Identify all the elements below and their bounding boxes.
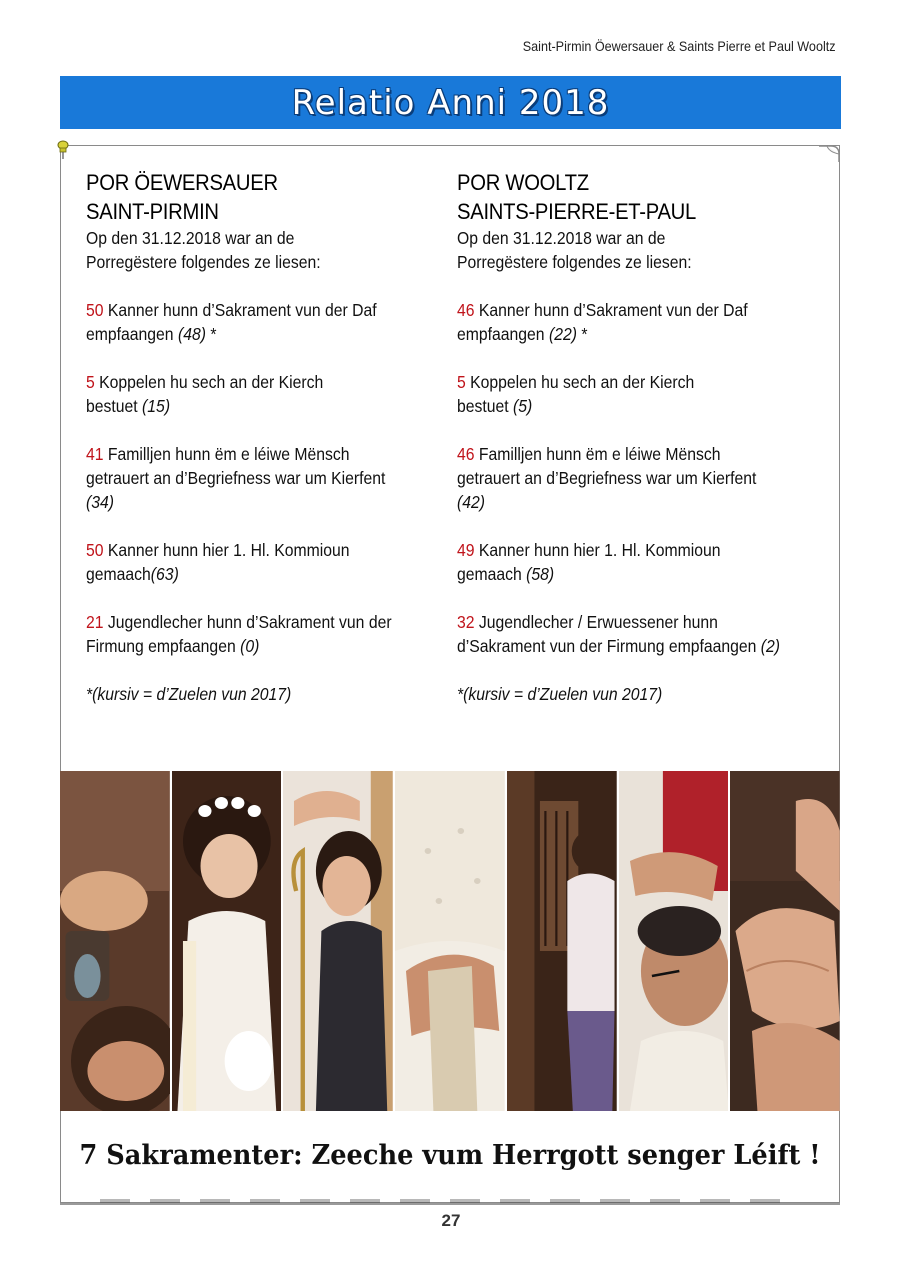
intro-line: Porregëstere folgendes ze liesen: <box>86 252 321 272</box>
stat-confirmation <box>457 610 826 658</box>
stat-asterisk: * <box>576 324 588 344</box>
stat-previous: (22) <box>548 324 577 344</box>
stat-funeral <box>86 442 455 514</box>
stat-text: Kanner hunn d’Sakrament vun der Daf <box>103 300 377 320</box>
intro-line: Porregëstere folgendes ze liesen: <box>457 252 692 272</box>
stat-text: getrauert an d’Begriefness war um Kierfent <box>457 468 757 488</box>
stat-text: empfaangen <box>86 324 178 344</box>
page-number: 27 <box>441 1211 461 1230</box>
footnote: *(kursiv = d’Zuelen vun 2017) <box>457 684 663 704</box>
stat-communion <box>86 538 455 586</box>
column-oewersauer <box>86 168 446 706</box>
stat-funeral <box>457 442 826 514</box>
stat-text: Jugendlecher hunn d’Sakrament vun der <box>103 612 392 632</box>
column-subheading: SAINTS-PIERRE-ET-PAUL <box>457 199 697 224</box>
stat-text: bestuet <box>86 396 143 416</box>
thumbtack-icon <box>56 140 70 160</box>
stat-text: Koppelen hu sech an der Kierch <box>465 372 695 392</box>
stat-text: Jugendlecher / Erwuessener hunn <box>474 612 718 632</box>
sacraments-photo-strip <box>60 771 840 1111</box>
stat-number: 5 <box>86 372 95 392</box>
footnote: *(kursiv = d’Zuelen vun 2017) <box>86 684 292 704</box>
stat-text: gemaach <box>457 564 527 584</box>
stat-previous: (2) <box>760 636 781 656</box>
stat-marriage <box>457 370 826 418</box>
photo-communion <box>172 771 282 1111</box>
stat-baptism <box>86 298 455 346</box>
stat-text: getrauert an d’Begriefness war um Kierfent <box>86 468 386 488</box>
stat-number: 41 <box>86 444 104 464</box>
running-header: Saint-Pirmin Öewersauer & Saints Pierre et Paul Wooltz <box>523 38 836 54</box>
page-curl-icon <box>819 144 839 162</box>
stat-text: bestuet <box>457 396 514 416</box>
stat-number: 46 <box>457 300 475 320</box>
stat-text: Kanner hunn hier 1. Hl. Kommioun <box>103 540 350 560</box>
stat-number: 50 <box>86 540 104 560</box>
intro-text <box>86 226 455 274</box>
stat-previous: (5) <box>513 396 533 416</box>
stat-text: Kanner hunn d’Sakrament vun der Daf <box>474 300 748 320</box>
stat-previous: (42) <box>457 492 486 512</box>
stat-text: Firmung empfaangen <box>86 636 241 656</box>
photo-baptism <box>60 771 170 1111</box>
stat-text: Kanner hunn hier 1. Hl. Kommioun <box>474 540 721 560</box>
stat-baptism <box>457 298 826 346</box>
stat-marriage <box>86 370 455 418</box>
column-heading: POR ÖEWERSAUER <box>86 170 278 195</box>
stat-text: Familljen hunn ëm e léiwe Mënsch <box>474 444 721 464</box>
stat-number: 32 <box>457 612 475 632</box>
stat-number: 49 <box>457 540 475 560</box>
intro-line: Op den 31.12.2018 war an de <box>457 228 666 248</box>
stat-text: Familljen hunn ëm e léiwe Mënsch <box>103 444 350 464</box>
stat-text: d’Sakrament vun der Firmung empfaangen <box>457 636 761 656</box>
stat-number: 50 <box>86 300 104 320</box>
column-heading: POR WOOLTZ <box>457 170 589 195</box>
stat-asterisk: * <box>205 324 217 344</box>
photo-matrimony <box>395 771 505 1111</box>
photo-confirmation <box>283 771 393 1111</box>
stat-confirmation <box>86 610 455 658</box>
title-banner <box>60 76 841 129</box>
intro-line: Op den 31.12.2018 war an de <box>86 228 295 248</box>
stat-text: empfaangen <box>457 324 549 344</box>
stat-previous: (0) <box>240 636 260 656</box>
page-title: Relatio Anni 2018 <box>291 82 610 123</box>
photo-holy-orders <box>619 771 729 1111</box>
bottom-rule <box>60 1203 840 1205</box>
stat-communion <box>457 538 826 586</box>
stat-number: 5 <box>457 372 466 392</box>
photo-penance <box>507 771 617 1111</box>
stat-text: gemaach <box>86 564 151 584</box>
stat-number: 21 <box>86 612 104 632</box>
stat-previous: (48) <box>177 324 206 344</box>
stat-previous: (34) <box>86 492 115 512</box>
column-subheading: SAINT-PIRMIN <box>86 199 219 224</box>
stat-number: 46 <box>457 444 475 464</box>
column-wooltz <box>457 168 817 706</box>
slogan: 7 Sakramenter: Zeeche vum Herrgott senger Léift ! <box>79 1140 821 1171</box>
stat-previous: (15) <box>142 396 171 416</box>
stat-previous: (58) <box>526 564 555 584</box>
photo-anointing <box>730 771 840 1111</box>
stat-text: Koppelen hu sech an der Kierch <box>94 372 324 392</box>
intro-text <box>457 226 826 274</box>
stat-previous: (63) <box>150 564 179 584</box>
